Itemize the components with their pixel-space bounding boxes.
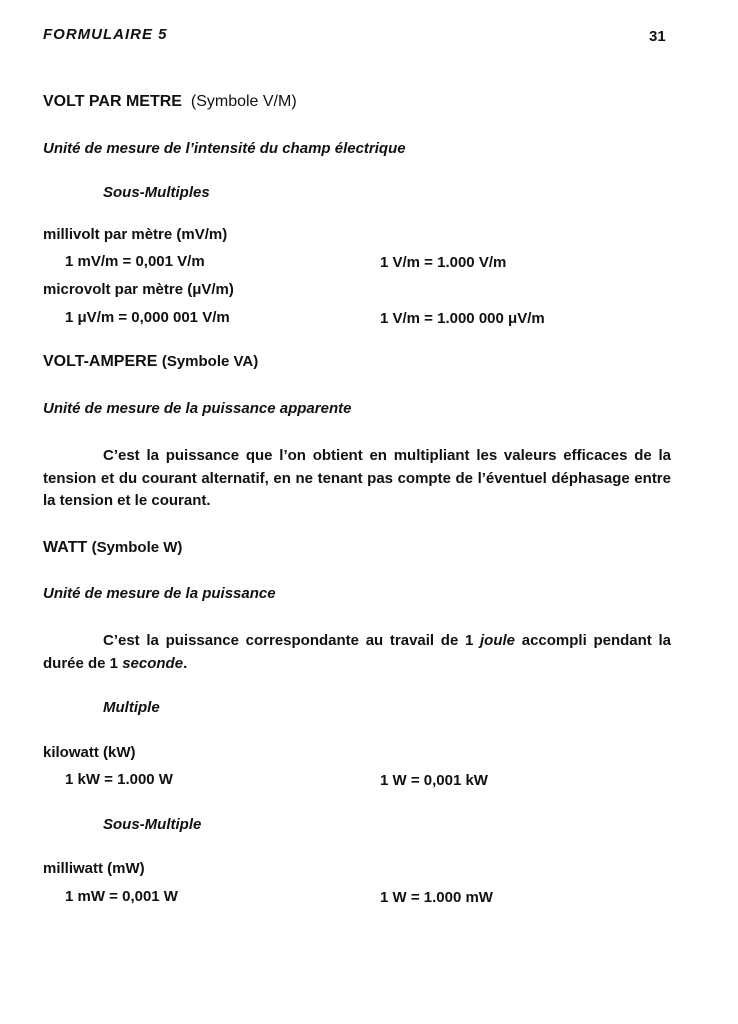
unit-name-millivolt: millivolt par mètre (mV/m) [43, 226, 228, 243]
section-subtitle: Unité de mesure de la puissance apparente [43, 400, 352, 417]
formula-millivolt-right: 1 V/m = 1.000 V/m [380, 254, 507, 271]
section-symbol: (Symbole V/M) [190, 93, 297, 110]
paragraph-text: C’est la puissance que l’on obtient en multipliant les valeurs efficaces de la tension et du courant alternatif, en ne tenant pas compte de l’éventuel déphasage entre la tension et le courant. [43, 447, 671, 509]
subheading-sous-multiples: Sous-Multiples [103, 184, 210, 201]
formula-kilowatt-right: 1 W = 0,001 kW [380, 772, 488, 789]
section-title-volt-par-metre [43, 93, 297, 111]
subheading-sous-multiple: Sous-Multiple [103, 816, 202, 833]
paragraph-emphasis-joule: joule [480, 632, 516, 649]
section-title-text: VOLT-AMPERE [43, 353, 158, 370]
paragraph-text-2: accompli pendant la durée de 1 [43, 632, 671, 672]
formula-milliwatt-left: 1 mW = 0,001 W [65, 888, 178, 905]
section-title-text: VOLT PAR METRE [43, 93, 182, 110]
formula-millivolt-left: 1 mV/m = 0,001 V/m [65, 253, 205, 270]
section-symbol: (Symbole W) [91, 539, 183, 556]
page-number: 31 [649, 28, 666, 45]
unit-name-microvolt: microvolt par mètre (μV/m) [43, 281, 234, 298]
paragraph-text-3: . [183, 654, 188, 672]
subheading-multiple: Multiple [103, 699, 160, 716]
section-subtitle: Unité de mesure de la puissance [43, 585, 276, 602]
page-header-title: FORMULAIRE 5 [43, 26, 168, 43]
section-title-volt-ampere [43, 353, 258, 371]
formula-microvolt-left: 1 μV/m = 0,000 001 V/m [65, 309, 230, 326]
unit-name-kilowatt: kilowatt (kW) [43, 744, 136, 761]
paragraph-emphasis-seconde: seconde [122, 654, 184, 672]
paragraph-text-1: C’est la puissance correspondante au travail de 1 [103, 632, 481, 649]
unit-name-milliwatt: milliwatt (mW) [43, 860, 145, 877]
section-symbol: (Symbole VA) [161, 353, 259, 370]
formula-kilowatt-left: 1 kW = 1.000 W [65, 771, 173, 788]
formula-milliwatt-right: 1 W = 1.000 mW [380, 889, 493, 906]
section-title-watt [43, 539, 182, 557]
section-title-text: WATT [43, 539, 88, 556]
formula-microvolt-right: 1 V/m = 1.000 000 μV/m [380, 310, 545, 327]
paragraph-watt [43, 630, 671, 675]
paragraph-volt-ampere [43, 445, 671, 513]
section-subtitle: Unité de mesure de l’intensité du champ électrique [43, 140, 406, 157]
